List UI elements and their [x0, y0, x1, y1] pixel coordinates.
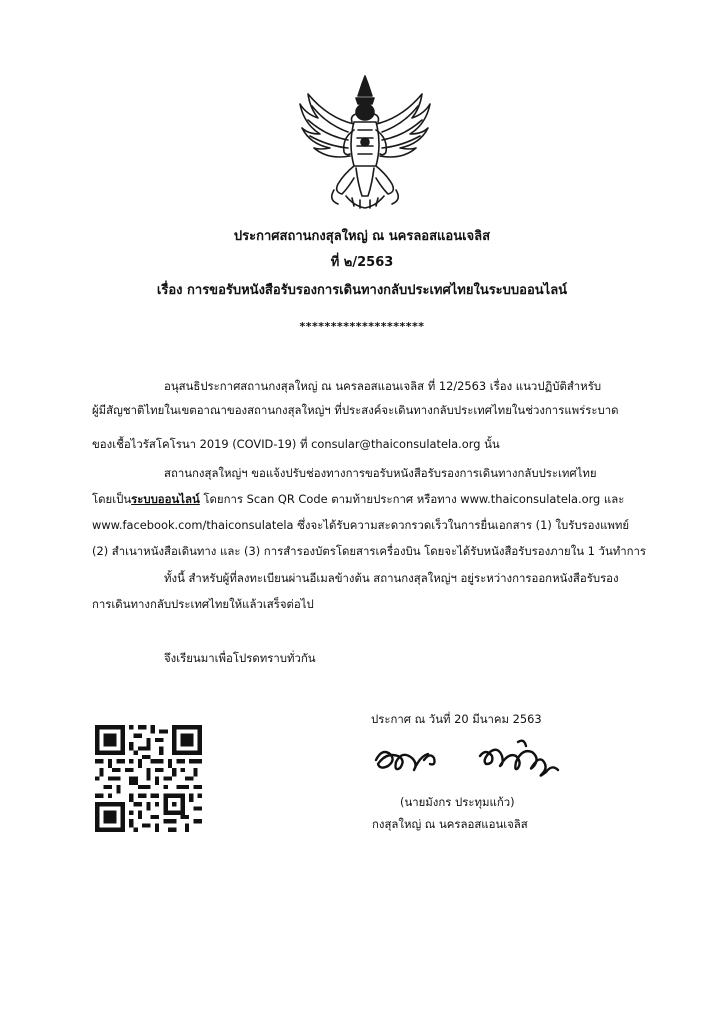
paragraph-2-line-1: สถานกงสุลใหญ่ฯ ขอแจ้งปรับช่องทางการขอรับหนังสือรับรองการเดินทางกลับประเทศไทย: [164, 466, 597, 480]
signatory-title: กงสุลใหญ่ ณ นครลอสแอนเจลิส: [372, 817, 528, 831]
announcement-subject: เรื่อง การขอรับหนังสือรับรองการเดินทางกลับประเทศไทยในระบบออนไลน์: [156, 283, 568, 298]
paragraph-3-line-1: ทั้งนี้ สำหรับผู้ที่ลงทะเบียนผ่านอีเมลข้างต้น สถานกงสุลใหญ่ฯ อยู่ระหว่างการออกหนังสือรับรอง: [164, 571, 619, 585]
online-system-emphasis: ระบบออนไลน์: [131, 492, 200, 506]
paragraph-2-suffix: โดยการ Scan QR Code ตามท้ายประกาศ หรือทาง www.thaiconsulatela.org และ: [199, 492, 625, 506]
paragraph-2-prefix: โดยเป็น: [92, 492, 132, 506]
announcement-title: ประกาศสถานกงสุลใหญ่ ณ นครลอสแอนเจลิส: [233, 229, 491, 244]
paragraph-1-line-2: ผู้มีสัญชาติไทยในเขตอาณาของสถานกงสุลใหญ่ฯ ที่ประสงค์จะเดินทางกลับประเทศไทยในช่วงการแพร่ระบาด: [92, 403, 619, 417]
handwritten-signature-icon: [368, 734, 568, 784]
paragraph-3-line-2: การเดินทางกลับประเทศไทยให้แล้วเสร็จต่อไป: [92, 597, 314, 611]
garuda-emblem-icon: [298, 74, 432, 210]
closing-line: จึงเรียนมาเพื่อโปรดทราบทั่วกัน: [164, 651, 316, 665]
paragraph-1-line-1: อนุสนธิประกาศสถานกงสุลใหญ่ ณ นครลอสแอนเจลิส ที่ 12/2563 เรื่อง แนวปฏิบัติสำหรับ: [164, 379, 602, 393]
signatory-name: (นายมังกร ประทุมแก้ว): [400, 795, 515, 809]
announcement-number: ที่ ๒/2563: [330, 255, 394, 270]
paragraph-2-line-2: [92, 491, 624, 507]
separator: ********************: [299, 320, 425, 333]
paragraph-2-line-3: www.facebook.com/thaiconsulatela ซึ่งจะได้รับความสะดวกรวดเร็วในการยื่นเอกสาร (1) ใบรับรองแพทย์: [92, 518, 630, 532]
announcement-date: ประกาศ ณ วันที่ 20 มีนาคม 2563: [371, 712, 542, 726]
paragraph-1-line-3: ของเชื้อไวรัสโคโรนา 2019 (COVID-19) ที่ consular@thaiconsulatela.org นั้น: [92, 437, 500, 451]
qr-code-icon[interactable]: [95, 725, 202, 832]
paragraph-2-line-4: (2) สำเนาหนังสือเดินทาง และ (3) การสำรองบัตรโดยสารเครื่องบิน โดยจะได้รับหนังสือรับรองภายใน 1 วันทำการ: [92, 544, 647, 558]
